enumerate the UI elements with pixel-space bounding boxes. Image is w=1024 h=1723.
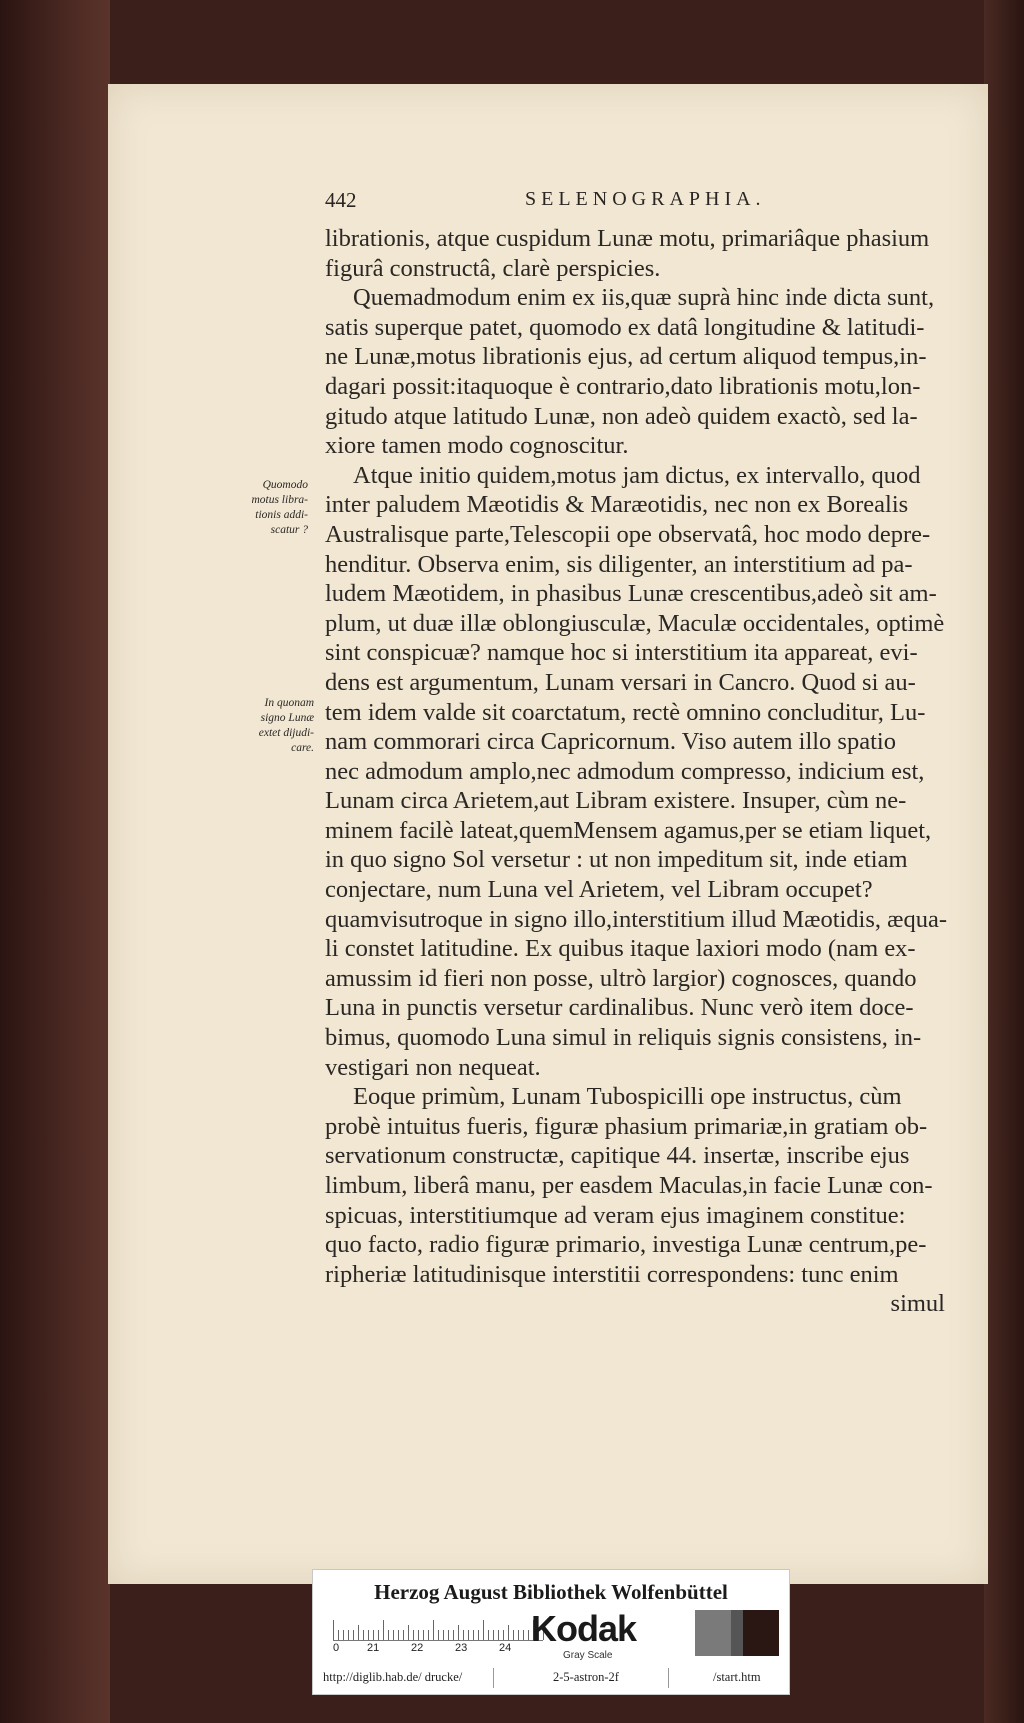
kodak-logo: Kodak <box>531 1608 637 1649</box>
ruler-tick <box>363 1630 364 1640</box>
footer-shelfmark: 2-5-astron-2f <box>553 1670 619 1684</box>
margin-note-line: Quomodo <box>262 479 308 491</box>
ruler-tick <box>468 1630 469 1640</box>
ruler-tick <box>428 1630 429 1640</box>
ruler-tick <box>358 1625 359 1640</box>
ruler-tick <box>423 1630 424 1640</box>
ruler-tick <box>528 1630 529 1640</box>
footer-divider <box>493 1668 494 1688</box>
ruler-tick <box>488 1630 489 1640</box>
ruler-tick <box>403 1630 404 1640</box>
text-line: sint conspicuæ? namque hoc si interstitium ita appareat, evi- <box>325 639 918 667</box>
text-line: librationis, atque cuspidum Lunæ motu, primariâque phasium <box>325 225 930 252</box>
text-line: plum, ut duæ illæ oblongiusculæ, Maculæ occidentales, optimè <box>325 609 945 637</box>
text-line: limbum, liberâ manu, per easdem Maculas,in facie Lunæ con- <box>325 1172 933 1199</box>
ruler-tick <box>378 1630 379 1640</box>
margin-note-line: care. <box>291 742 314 754</box>
text-line: minem facilè lateat,quemMensem agamus,per se etiam liquet, <box>325 816 932 844</box>
ruler-tick <box>438 1630 439 1640</box>
ruler-tick <box>368 1630 369 1640</box>
text-line: Australisque parte,Telescopii ope observatâ, hoc modo depre- <box>325 520 931 548</box>
margin-note-line: In quonam <box>264 697 314 709</box>
ruler-tick <box>448 1630 449 1640</box>
ruler-tick <box>478 1630 479 1640</box>
library-color-card <box>313 1570 789 1694</box>
margin-note-libration <box>238 478 308 538</box>
body-text <box>325 224 948 1319</box>
ruler-tick <box>503 1630 504 1640</box>
ruler-label: 24 <box>499 1642 512 1654</box>
ruler-tick <box>513 1630 514 1640</box>
ruler-tick <box>338 1630 339 1640</box>
ruler-tick <box>498 1630 499 1640</box>
ruler-tick <box>493 1630 494 1640</box>
ruler-label: 23 <box>455 1642 468 1654</box>
paragraph-2 <box>325 283 945 461</box>
margin-note-line: extet dijudi- <box>258 727 314 739</box>
text-line: henditur. Observa enim, sis diligenter, an interstitium ad pa- <box>325 550 913 578</box>
text-line: dens est argumentum, Lunam versari in Cancro. Quod si au- <box>325 668 916 696</box>
measurement-ruler <box>333 1612 543 1656</box>
ruler-tick <box>413 1630 414 1640</box>
page-number: 442 <box>325 188 357 212</box>
ruler-tick <box>483 1620 484 1640</box>
footer-url: http://diglib.hab.de/ drucke/ <box>323 1670 463 1684</box>
ruler-label: 0 <box>333 1642 340 1654</box>
ruler-label: 22 <box>411 1642 424 1654</box>
scan-backdrop-left <box>0 0 110 1723</box>
running-head <box>325 188 795 218</box>
card-footer <box>313 1668 789 1690</box>
catchword: simul <box>890 1290 945 1318</box>
ruler-tick <box>433 1620 434 1640</box>
ruler-tick <box>388 1630 389 1640</box>
ruler-tick <box>473 1630 474 1640</box>
text-line: satis superque patet, quomodo ex datâ longitudine & latitudi- <box>325 313 925 341</box>
text-line: Luna in punctis versetur cardinalibus. Nunc verò item doce- <box>325 994 914 1022</box>
text-line: xiore tamen modo cognoscitur. <box>325 432 629 460</box>
scan-backdrop-right <box>984 0 1024 1723</box>
ruler-tick <box>418 1630 419 1640</box>
ruler-tick <box>353 1630 354 1640</box>
paragraph-1 <box>325 224 945 283</box>
text-line: servationum constructæ, capitique 44. insertæ, inscribe ejus <box>325 1142 910 1170</box>
text-line: nec admodum amplo,nec admodum compresso, indicium est, <box>325 757 925 785</box>
ruler-tick <box>518 1630 519 1640</box>
ruler-tick <box>343 1630 344 1640</box>
ruler-tick <box>383 1620 384 1640</box>
margin-note-line: scatur ? <box>270 524 308 536</box>
text-line: Eoque primùm, Lunam Tubospicilli ope instructus, cùm <box>353 1083 902 1111</box>
ruler-tick <box>463 1630 464 1640</box>
paragraph-4 <box>325 1082 945 1319</box>
text-line: quo facto, radio figuræ primario, investiga Lunæ centrum,pe- <box>325 1231 927 1259</box>
ruler-tick <box>398 1630 399 1640</box>
text-line: ripheriæ latitudinisque interstitii correspondens: tunc enim <box>325 1260 899 1288</box>
text-line: Quemadmodum enim ex iis,quæ suprà hinc inde dicta sunt, <box>353 284 935 312</box>
text-line: li constet latitudine. Ex quibus itaque laxiori modo (nam ex- <box>325 935 916 963</box>
text-line: ne Lunæ,motus librationis ejus, ad certum aliquod tempus,in- <box>325 343 927 371</box>
ruler-tick <box>408 1625 409 1640</box>
text-line: inter paludem Mæotidis & Maræotidis, nec non ex Borealis <box>325 491 909 519</box>
text-line: vestigari non nequeat. <box>325 1053 541 1081</box>
margin-note-line: motus libra- <box>251 494 308 506</box>
ruler-tick <box>393 1630 394 1640</box>
ruler-tick <box>443 1630 444 1640</box>
ruler-tick <box>508 1625 509 1640</box>
ruler-tick <box>523 1630 524 1640</box>
ruler-label: 21 <box>367 1642 380 1654</box>
grayscale-label: Gray Scale <box>563 1650 613 1661</box>
footer-divider <box>668 1668 669 1688</box>
text-line: tem idem valde sit coarctatum, rectè omnino concluditur, Lu- <box>325 698 926 726</box>
text-line: gitudo atque latitudo Lunæ, non adeò quidem exactò, sed la- <box>325 402 918 430</box>
text-line: Atque initio quidem,motus jam dictus, ex intervallo, quod <box>353 461 921 489</box>
text-line: Lunam circa Arietem,aut Libram existere. Insuper, cùm ne- <box>325 787 907 815</box>
text-line: figurâ constructâ, clarè perspicies. <box>325 254 661 282</box>
text-line: spicuas, interstitiumque ad veram ejus imaginem constitue: <box>325 1201 906 1229</box>
gray-patch-mid <box>695 1610 731 1656</box>
margin-note-line: signo Lunæ <box>260 712 314 724</box>
ruler-tick <box>453 1630 454 1640</box>
margin-note-sign <box>244 696 314 756</box>
ruler-tick <box>333 1620 334 1640</box>
gray-patch-black <box>743 1610 779 1656</box>
text-line: in quo signo Sol versetur : ut non impeditum sit, inde etiam <box>325 846 908 874</box>
paragraph-3 <box>325 461 948 1082</box>
text-line: probè intuitus fueris, figuræ phasium primariæ,in gratiam ob- <box>325 1112 928 1140</box>
footer-start: /start.htm <box>713 1670 761 1684</box>
ruler-tick <box>348 1630 349 1640</box>
text-line: bimus, quomodo Luna simul in reliquis signis consistens, in- <box>325 1024 922 1052</box>
text-line: ludem Mæotidem, in phasibus Lunæ crescentibus,adeò sit am- <box>325 580 937 608</box>
text-line: conjectare, num Luna vel Arietem, vel Libram occupet? <box>325 876 873 904</box>
ruler-baseline <box>333 1640 543 1641</box>
ruler-tick <box>458 1625 459 1640</box>
text-line: quamvisutroque in signo illo,interstitium illud Mæotidis, æqua- <box>325 905 948 933</box>
ruler-tick <box>373 1630 374 1640</box>
text-line: dagari possit:itaquoque è contrario,dato librationis motu,lon- <box>325 372 921 400</box>
running-title: SELENOGRAPHIA. <box>525 188 766 210</box>
margin-note-line: tionis addi- <box>255 509 308 521</box>
text-line: amussim id fieri non posse, ultrò largior) cognosces, quando <box>325 964 917 992</box>
library-name: Herzog August Bibliothek Wolfenbüttel <box>374 1580 728 1604</box>
text-line: nam commorari circa Capricornum. Viso autem illo spatio <box>325 728 896 756</box>
